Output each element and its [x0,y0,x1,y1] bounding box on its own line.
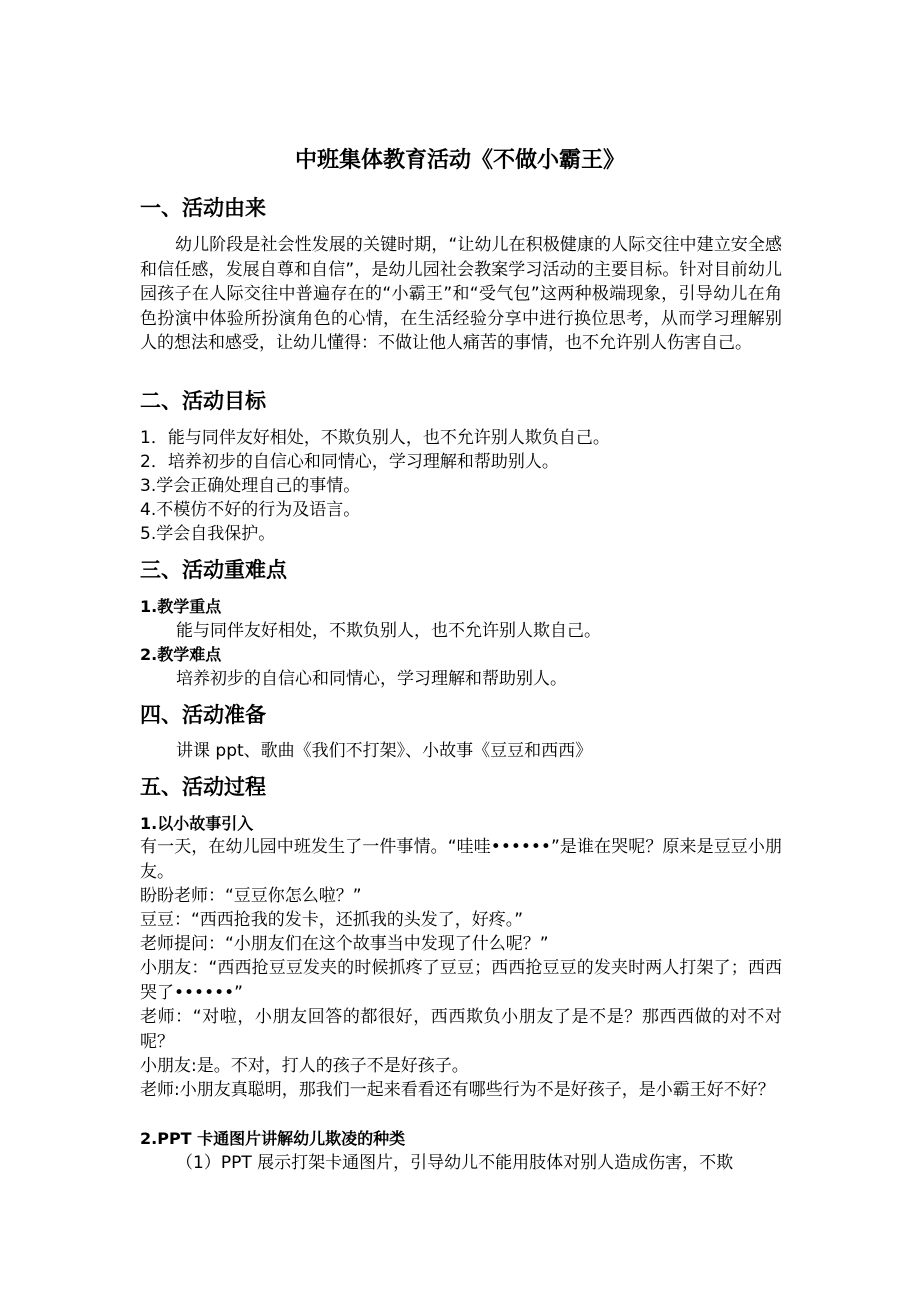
goal-item: 4.不模仿不好的行为及语言。 [140,500,361,520]
dialogue-line: 小朋友：“西西抢豆豆发夹的时候抓疼了豆豆；西西抢豆豆的发夹时两人打架了；西西哭了••••••” [140,958,782,1003]
goal-item: 5.学会自我保护。 [140,524,276,544]
process-step-label: 2.PPT 卡通图片讲解幼儿欺凌的种类 [140,1129,406,1148]
section-heading-preparation: 四、活动准备 [140,703,266,727]
story-paragraph: 有一天，在幼儿园中班发生了一件事情。“哇哇••••••”是谁在哭呢？原来是豆豆小朋友。 [140,837,782,882]
dialogue-line: 老师提问：“小朋友们在这个故事当中发现了什么呢？” [140,934,549,954]
difficulty-text: 培养初步的自信心和同情心，学习理解和帮助别人。 [176,669,567,689]
section-heading-process: 五、活动过程 [140,775,266,799]
preparation-text: 讲课 ppt、歌曲《我们不打架》、小故事《豆豆和西西》 [176,741,593,761]
dialogue-line: 盼盼老师：“豆豆你怎么啦？” [140,886,362,906]
key-point-label: 1.教学重点 [140,597,222,616]
section-heading-goals: 二、活动目标 [140,389,266,413]
dialogue-line: 老师：“对啦，小朋友回答的都很好，西西欺负小朋友了是不是？那西西做的对不对呢？ [140,1007,782,1052]
dialogue-line: 小朋友:是。不对，打人的孩子不是好孩子。 [140,1056,469,1076]
goal-item: 1．能与同伴友好相处，不欺负别人，也不允许别人欺负自己。 [140,428,610,448]
page-title: 中班集体教育活动《不做小霸王》 [294,148,625,173]
section-origin-body: 幼儿阶段是社会性发展的关键时期，“让幼儿在积极健康的人际交往中建立安全感和信任感，发展自尊和自信”，是幼儿园社会教案学习活动的主要目标。针对目前幼儿园孩子在人际交往中普遍存在的“小霸王”和“受气包”这两种极端现象，引导幼儿在角色扮演中体验所扮演角色的心情，在生活经验分享中进行换位思考，从而学习理解别人的想法和感受，让幼儿懂得：不做让他人痛苦的事情，也不允许别人伤害自己。 [140,235,782,353]
difficulty-label: 2.教学难点 [140,645,222,664]
goal-item: 2．培养初步的自信心和同情心，学习理解和帮助别人。 [140,452,559,472]
goal-item: 3.学会正确处理自己的事情。 [140,476,361,496]
dialogue-line: 老师:小朋友真聪明，那我们一起来看看还有哪些行为不是好孩子，是小霸王好不好？ [140,1080,775,1100]
section-heading-origin: 一、活动由来 [140,196,266,220]
ppt-step-text: （1）PPT 展示打架卡通图片，引导幼儿不能用肢体对别人造成伤害，不欺 [176,1153,734,1173]
dialogue-line: 豆豆：“西西抢我的发卡，还抓我的头发了，好疼。” [140,910,524,930]
key-point-text: 能与同伴友好相处，不欺负别人，也不允许别人欺自己。 [176,621,601,641]
section-heading-key-points: 三、活动重难点 [140,558,287,582]
process-step-label: 1.以小故事引入 [140,814,254,833]
